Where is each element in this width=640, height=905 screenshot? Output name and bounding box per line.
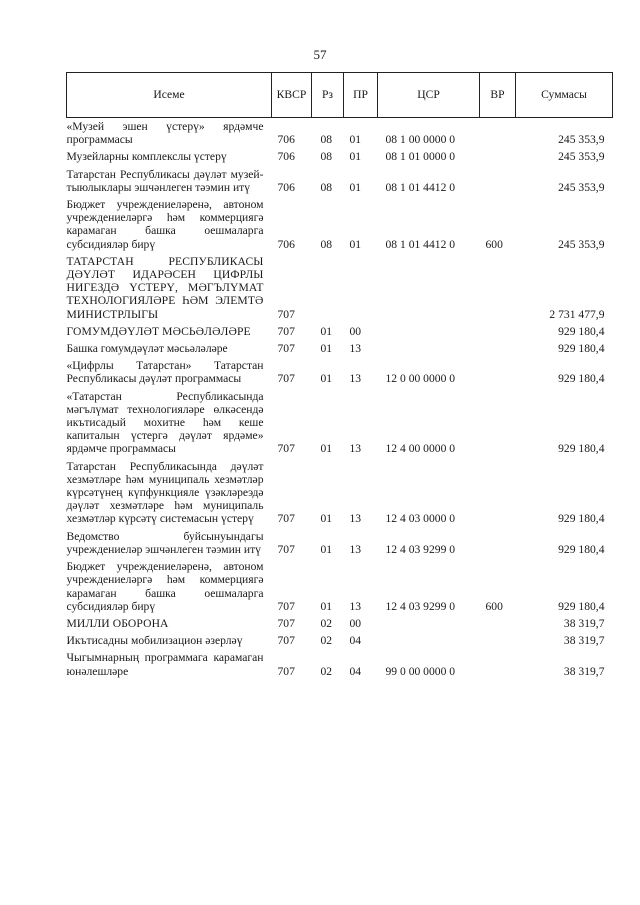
cell-vr [480,458,516,528]
table-row [67,632,613,649]
cell-kvsr: 707 [277,616,295,630]
cell-pr: 13 [349,512,362,526]
cell-kvsr: 706 [277,150,295,164]
table-row [67,528,613,558]
cell-vr [480,388,516,458]
cell-sum: 245 353,9 [558,133,605,147]
header-rz: Рз [312,73,344,118]
header-kvsr: КВСР [272,73,312,118]
cell-name: ГОМУМДӘҮЛӘТ МӘСЬӘЛӘЛӘРЕ [66,324,251,338]
page-number: 57 [313,47,327,62]
table-row [67,558,613,615]
cell-kvsr: 706 [277,133,295,147]
cell-rz: 01 [320,342,333,356]
table-row [67,118,613,149]
cell-rz: 08 [320,133,333,147]
cell-kvsr: 707 [277,634,295,648]
cell-kvsr: 707 [277,599,295,613]
cell-pr: 01 [349,180,362,194]
cell-vr [480,340,516,357]
cell-name: Музейларны комплекслы үстерү [66,150,227,164]
cell-sum: 38 319,7 [563,634,605,648]
cell-vr [480,528,516,558]
cell-rz: 01 [320,442,333,456]
cell-sum: 245 353,9 [558,237,605,251]
cell-csr [378,253,480,323]
cell-sum: 929 180,4 [558,442,605,456]
table-row [67,649,613,679]
cell-pr: 13 [349,542,362,556]
cell-rz: 02 [320,664,333,678]
cell-rz: 08 [320,237,333,251]
cell-name: Чыгымнарның программага карамаган юнәлешләре [66,651,264,678]
cell-csr: 08 1 01 4412 0 [385,237,456,251]
header-csr: ЦСР [378,73,480,118]
cell-csr [378,340,480,357]
cell-sum: 245 353,9 [558,150,605,164]
cell-kvsr: 707 [277,542,295,556]
cell-kvsr: 707 [277,324,295,338]
header-sum: Суммасы [516,73,613,118]
cell-sum: 929 180,4 [558,342,605,356]
cell-vr [480,649,516,679]
cell-pr: 00 [349,616,362,630]
cell-sum: 929 180,4 [558,542,605,556]
cell-kvsr: 707 [277,307,295,321]
cell-csr: 12 4 03 9299 0 [385,599,456,613]
cell-vr [480,632,516,649]
cell-kvsr: 706 [277,180,295,194]
cell-csr: 08 1 01 4412 0 [385,180,456,194]
cell-kvsr: 707 [277,442,295,456]
cell-rz: 02 [320,634,333,648]
cell-pr: 01 [349,237,362,251]
cell-rz: 01 [320,324,333,338]
cell-name: Ведомство буйсынуындагы учреждениеләр эшчәнлеген тәэмин итү [66,529,264,556]
cell-kvsr: 706 [277,237,295,251]
cell-vr [480,615,516,632]
table-row [67,615,613,632]
cell-csr: 12 0 00 0000 0 [385,372,456,386]
cell-csr: 12 4 00 0000 0 [385,442,456,456]
cell-pr: 00 [349,324,362,338]
cell-vr: 600 [485,237,503,251]
cell-csr [378,323,480,340]
cell-kvsr: 707 [277,372,295,386]
cell-sum: 929 180,4 [558,372,605,386]
cell-name: Башка гомумдәүләт мәсьәләләре [66,342,228,356]
cell-name: «Татарстан Республикасында мәгълүмат технологияләре өлкәсендә икътисадый мохитне һәм кеше капиталын үстергә дәүләт ярдәме» ярдәмче программасы [66,389,264,456]
header-name: Исеме [67,73,272,118]
cell-pr: 04 [349,664,362,678]
cell-name: Татарстан Республикасы дәүләт музей-тыюлыклары эшчәнлеген тәэмин итү [66,167,264,194]
cell-pr: 01 [349,133,362,147]
table-row [67,357,613,387]
cell-vr [480,118,516,149]
cell-rz: 01 [320,542,333,556]
cell-pr: 04 [349,634,362,648]
table-row [67,148,613,165]
cell-csr: 12 4 03 9299 0 [385,542,456,556]
cell-vr [480,253,516,323]
header-vr: ВР [480,73,516,118]
cell-kvsr: 707 [277,342,295,356]
cell-csr: 99 0 00 0000 0 [385,664,456,678]
cell-sum: 2 731 477,9 [549,307,605,321]
cell-name: «Музей эшен үстерү» ярдәмче программасы [66,120,264,147]
table-row [67,340,613,357]
cell-pr: 01 [349,150,362,164]
cell-rz: 02 [320,616,333,630]
cell-sum: 929 180,4 [558,324,605,338]
cell-sum: 929 180,4 [558,512,605,526]
cell-sum: 245 353,9 [558,180,605,194]
table-row [67,323,613,340]
cell-name: МИЛЛИ ОБОРОНА [66,616,169,630]
cell-csr: 08 1 01 0000 0 [385,150,456,164]
cell-kvsr: 707 [277,512,295,526]
table-row [67,166,613,196]
cell-vr [480,166,516,196]
cell-rz: 01 [320,599,333,613]
cell-csr [378,615,480,632]
header-pr: ПР [344,73,378,118]
cell-name: Бюджет учреждениеләренә, автоном учреждениеләргә һәм коммерциягә карамаган башка оешмаларга субсидияләр бирү [66,198,264,251]
table-row [67,196,613,253]
table-header [67,73,613,118]
cell-rz: 01 [320,512,333,526]
cell-rz [312,253,344,323]
cell-kvsr: 707 [277,664,295,678]
cell-pr: 13 [349,599,362,613]
cell-vr [480,323,516,340]
cell-vr: 600 [485,599,503,613]
table-body [67,118,613,680]
cell-pr: 13 [349,442,362,456]
cell-name: «Цифрлы Татарстан» Татарстан Республикасы дәүләт программасы [66,359,264,386]
cell-vr [480,148,516,165]
budget-table [66,72,613,680]
cell-rz: 01 [320,372,333,386]
cell-pr: 13 [349,372,362,386]
table-row [67,253,613,323]
table-row [67,388,613,458]
cell-csr [378,632,480,649]
cell-pr: 13 [349,342,362,356]
cell-name: ТАТАРСТАН РЕСПУБЛИКАСЫ ДӘҮЛӘТ ИДАРӘСЕН ЦИФРЛЫ НИГЕЗДӘ ҮСТЕРҮ, МӘГЪЛҮМАТ ТЕХНОЛОГИЯЛӘРЕ ҺӘМ ЭЛЕМТӘ МИНИСТРЛЫГЫ [66,254,264,321]
cell-sum: 929 180,4 [558,599,605,613]
cell-pr [344,253,378,323]
cell-name: Икътисадны мобилизацион әзерләү [66,634,243,648]
cell-name: Бюджет учреждениеләренә, автоном учреждениеләргә һәм коммерциягә карамаган башка оешмаларга субсидияләр бирү [66,560,264,613]
cell-rz: 08 [320,150,333,164]
cell-sum: 38 319,7 [563,664,605,678]
cell-rz: 08 [320,180,333,194]
cell-vr [480,357,516,387]
cell-sum: 38 319,7 [563,616,605,630]
cell-csr: 12 4 03 0000 0 [385,512,456,526]
table-row [67,458,613,528]
cell-name: Татарстан Республикасында дәүләт хезмәтләре һәм муниципаль хезмәтләр күрсәтүнең күпфункцияле үзәкләреэдә дәүләт хезмәтләре һәм муниципаль хезмәтләр күрсәтү системасын үстерү [66,459,264,526]
cell-csr: 08 1 00 0000 0 [385,133,456,147]
